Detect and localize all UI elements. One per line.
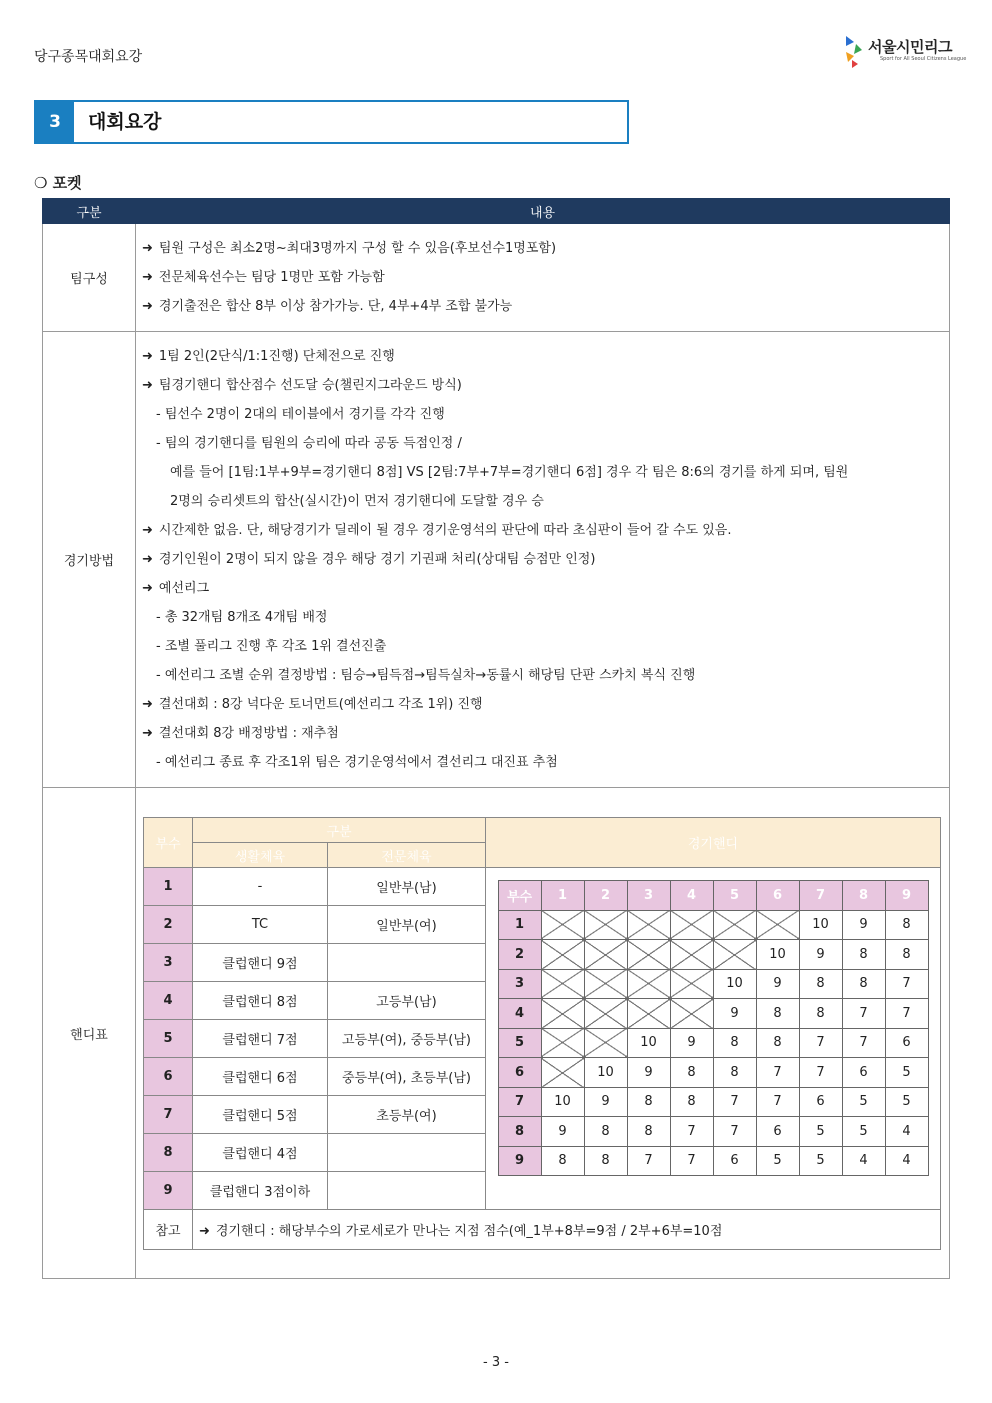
handicap-header-row — [144, 818, 941, 843]
matrix-value — [584, 999, 627, 1029]
matrix-header-cell: 9 — [885, 881, 928, 911]
matrix-row-label: 7 — [498, 1087, 541, 1117]
seoul-citizens-league-logo — [842, 34, 966, 68]
matrix-row-label: 8 — [498, 1117, 541, 1147]
matrix-value: 4 — [885, 1117, 928, 1147]
matrix-value: 10 — [713, 969, 756, 999]
matrix-value — [584, 910, 627, 940]
line-text: - 예선리그 종료 후 각조1위 팀은 경기운영석에서 결선리그 대진표 추첨 — [156, 755, 558, 770]
note-text: 경기핸디 : 해당부수의 가로세로가 만나는 지점 점수(예_1부+8부=9점 / 2부+6부=10점 — [215, 1224, 723, 1239]
matrix-value: 8 — [885, 940, 928, 970]
matrix-value — [670, 999, 713, 1029]
pro-cell: 고등부(남) — [328, 982, 486, 1020]
life-cell: 클럽핸디 5점 — [193, 1096, 328, 1134]
life-cell: - — [193, 868, 328, 906]
matrix-value: 8 — [670, 1087, 713, 1117]
note-label: 참고 — [144, 1210, 193, 1250]
line-text: - 팀의 경기핸디를 팀원의 승리에 따라 공동 득점인정 / — [156, 436, 462, 451]
matrix-header-row — [498, 881, 928, 911]
header-bu: 부수 — [144, 818, 193, 868]
matrix-value: 5 — [799, 1117, 842, 1147]
matrix-row-label: 1 — [498, 910, 541, 940]
method-line — [136, 545, 949, 574]
matrix-value: 10 — [627, 1028, 670, 1058]
matrix-row — [498, 1028, 928, 1058]
matrix-row — [498, 969, 928, 999]
matrix-value: 9 — [541, 1117, 584, 1147]
bu-cell: 6 — [144, 1058, 193, 1096]
header-pro: 전문체육 — [328, 843, 486, 868]
section-heading — [34, 100, 629, 144]
matrix-value — [541, 1028, 584, 1058]
method-content — [136, 332, 950, 788]
matrix-header-cell: 6 — [756, 881, 799, 911]
matrix-value: 8 — [627, 1087, 670, 1117]
matrix-row-label: 4 — [498, 999, 541, 1029]
matrix-value: 6 — [713, 1146, 756, 1176]
team-category: 팀구성 — [43, 224, 136, 332]
section-number: 3 — [36, 102, 74, 142]
header-game-handicap: 경기핸디 — [486, 818, 941, 868]
arrow-icon: ➜ — [199, 1224, 210, 1239]
team-line — [136, 263, 949, 292]
matrix-header-cell: 2 — [584, 881, 627, 911]
matrix-value — [541, 910, 584, 940]
matrix-value: 5 — [885, 1087, 928, 1117]
handicap-row — [144, 868, 941, 906]
matrix-row-label: 6 — [498, 1058, 541, 1088]
method-line — [136, 690, 949, 719]
bu-cell: 9 — [144, 1172, 193, 1210]
arrow-icon: ➜ — [142, 241, 153, 256]
matrix-value: 7 — [756, 1087, 799, 1117]
matrix-value: 9 — [799, 940, 842, 970]
method-line — [136, 661, 949, 690]
header-content: 내용 — [136, 199, 950, 224]
handicap-content — [136, 788, 950, 1279]
line-text: 시간제한 없음. 단, 해당경기가 딜레이 될 경우 경기운영석의 판단에 따라 초심판이 들어 갈 수도 있음. — [158, 523, 732, 538]
line-text: - 총 32개팀 8개조 4개팀 배정 — [156, 610, 328, 625]
header-category: 구분 — [43, 199, 136, 224]
matrix-value: 4 — [885, 1146, 928, 1176]
life-cell: 클럽핸디 9점 — [193, 944, 328, 982]
matrix-value: 5 — [756, 1146, 799, 1176]
life-cell: 클럽핸디 8점 — [193, 982, 328, 1020]
matrix-value: 8 — [842, 969, 885, 999]
line-text: 결선대회 : 8강 넉다운 토너먼트(예선리그 각조 1위) 진행 — [158, 697, 483, 712]
header-gubun: 구분 — [193, 818, 486, 843]
matrix-value: 7 — [885, 969, 928, 999]
matrix-header-cell: 1 — [541, 881, 584, 911]
matrix-value: 7 — [842, 999, 885, 1029]
logo-mark-icon — [842, 34, 866, 68]
matrix-value — [756, 910, 799, 940]
matrix-value: 6 — [842, 1058, 885, 1088]
arrow-icon: ➜ — [142, 270, 153, 285]
line-text: 예선리그 — [158, 581, 210, 596]
line-text: 예를 들어 [1팀:1부+9부=경기핸디 8점] VS [2팀:7부+7부=경기핸디 6점] 경우 각 팀은 8:6의 경기를 하게 되며, 팀원 — [170, 465, 849, 480]
pro-cell: 중등부(여), 초등부(남) — [328, 1058, 486, 1096]
matrix-value: 8 — [713, 1028, 756, 1058]
matrix-value: 5 — [842, 1087, 885, 1117]
bu-cell: 2 — [144, 906, 193, 944]
pro-cell — [328, 1172, 486, 1210]
matrix-value — [541, 999, 584, 1029]
matrix-row — [498, 999, 928, 1029]
matrix-value — [713, 910, 756, 940]
matrix-value: 5 — [799, 1146, 842, 1176]
matrix-value: 4 — [842, 1146, 885, 1176]
method-line — [136, 603, 949, 632]
matrix-value — [670, 969, 713, 999]
matrix-value: 7 — [670, 1117, 713, 1147]
matrix-value: 7 — [713, 1117, 756, 1147]
bu-cell: 4 — [144, 982, 193, 1020]
bu-cell: 1 — [144, 868, 193, 906]
matrix-header-cell: 4 — [670, 881, 713, 911]
life-cell: TC — [193, 906, 328, 944]
matrix-value: 6 — [799, 1087, 842, 1117]
method-category: 경기방법 — [43, 332, 136, 788]
matrix-value — [541, 969, 584, 999]
matrix-value — [627, 910, 670, 940]
matrix-value: 9 — [756, 969, 799, 999]
matrix-value: 10 — [799, 910, 842, 940]
matrix-value: 5 — [885, 1058, 928, 1088]
matrix-header-cell: 7 — [799, 881, 842, 911]
bu-cell: 3 — [144, 944, 193, 982]
pro-cell — [328, 944, 486, 982]
line-text: 전문체육선수는 팀당 1명만 포함 가능함 — [158, 270, 385, 285]
handicap-matrix — [498, 880, 929, 1176]
pro-cell: 일반부(남) — [328, 868, 486, 906]
team-row — [43, 224, 950, 332]
matrix-value — [713, 940, 756, 970]
matrix-value: 8 — [885, 910, 928, 940]
line-text: 팀원 구성은 최소2명~최대3명까지 구성 할 수 있음(후보선수1명포함) — [158, 241, 557, 256]
note-content — [193, 1210, 941, 1250]
subsection-title: ❍ 포켓 — [34, 174, 82, 192]
matrix-value — [541, 1058, 584, 1088]
rules-table — [42, 198, 950, 1279]
line-text: - 조별 풀리그 진행 후 각조 1위 결선진출 — [156, 639, 387, 654]
method-row — [43, 332, 950, 788]
matrix-value: 10 — [756, 940, 799, 970]
bu-cell: 8 — [144, 1134, 193, 1172]
method-line — [136, 632, 949, 661]
method-line — [136, 371, 949, 400]
matrix-value: 7 — [842, 1028, 885, 1058]
life-cell: 클럽핸디 6점 — [193, 1058, 328, 1096]
page-number: - 3 - — [483, 1355, 509, 1370]
method-line — [136, 400, 949, 429]
matrix-value: 7 — [756, 1058, 799, 1088]
matrix-value — [541, 940, 584, 970]
matrix-value: 6 — [756, 1117, 799, 1147]
matrix-value: 7 — [799, 1028, 842, 1058]
matrix-row — [498, 1058, 928, 1088]
matrix-value: 9 — [584, 1087, 627, 1117]
matrix-row-label: 5 — [498, 1028, 541, 1058]
matrix-row-label: 2 — [498, 940, 541, 970]
matrix-value: 7 — [799, 1058, 842, 1088]
matrix-cell — [486, 868, 941, 1210]
handicap-category: 핸디표 — [43, 788, 136, 1279]
arrow-icon: ➜ — [142, 581, 153, 596]
team-content — [136, 224, 950, 332]
matrix-row — [498, 1087, 928, 1117]
method-line — [136, 748, 949, 777]
matrix-value: 8 — [541, 1146, 584, 1176]
matrix-value: 9 — [713, 999, 756, 1029]
matrix-value — [627, 999, 670, 1029]
matrix-row — [498, 910, 928, 940]
matrix-header-cell: 부수 — [498, 881, 541, 911]
method-line — [136, 458, 949, 487]
matrix-value: 8 — [799, 969, 842, 999]
method-line — [136, 429, 949, 458]
matrix-value: 8 — [799, 999, 842, 1029]
method-line — [136, 516, 949, 545]
matrix-row-label: 9 — [498, 1146, 541, 1176]
line-text: - 예선리그 조별 순위 결정방법 : 팀승→팀득점→팀득실차→동률시 해당팀 단판 스카치 복식 진행 — [156, 668, 696, 683]
line-text: 결선대회 8강 배정방법 : 재추첨 — [158, 726, 339, 741]
matrix-header-cell: 8 — [842, 881, 885, 911]
matrix-value: 7 — [627, 1146, 670, 1176]
section-title: 대회요강 — [88, 111, 162, 133]
method-line — [136, 342, 949, 371]
matrix-row — [498, 1117, 928, 1147]
method-line — [136, 487, 949, 516]
matrix-value: 8 — [842, 940, 885, 970]
life-cell: 클럽핸디 7점 — [193, 1020, 328, 1058]
team-line — [136, 292, 949, 321]
arrow-icon: ➜ — [142, 349, 153, 364]
matrix-value: 10 — [541, 1087, 584, 1117]
pro-cell — [328, 1134, 486, 1172]
matrix-value: 8 — [756, 999, 799, 1029]
matrix-value — [584, 1028, 627, 1058]
arrow-icon: ➜ — [142, 378, 153, 393]
arrow-icon: ➜ — [142, 726, 153, 741]
matrix-value — [627, 969, 670, 999]
logo-subtitle: Sport for All Seoul Citizens League — [880, 56, 967, 62]
rules-table-header — [43, 199, 950, 224]
life-cell: 클럽핸디 3점이하 — [193, 1172, 328, 1210]
matrix-value: 9 — [842, 910, 885, 940]
matrix-value: 8 — [584, 1146, 627, 1176]
matrix-value: 7 — [885, 999, 928, 1029]
line-text: 2명의 승리셋트의 합산(실시간)이 먼저 경기핸디에 도달할 경우 승 — [170, 494, 544, 509]
matrix-value: 9 — [627, 1058, 670, 1088]
pro-cell: 일반부(여) — [328, 906, 486, 944]
matrix-value: 7 — [713, 1087, 756, 1117]
matrix-value: 5 — [842, 1117, 885, 1147]
matrix-value — [670, 910, 713, 940]
matrix-value: 7 — [670, 1146, 713, 1176]
logo-text: 서울시민리그 — [868, 38, 952, 56]
handicap-row — [43, 788, 950, 1279]
handicap-table — [143, 817, 941, 1250]
matrix-value: 10 — [584, 1058, 627, 1088]
matrix-row — [498, 940, 928, 970]
arrow-icon: ➜ — [142, 523, 153, 538]
document-title: 당구종목대회요강 — [34, 49, 143, 65]
bu-cell: 7 — [144, 1096, 193, 1134]
header-life: 생활체육 — [193, 843, 328, 868]
pro-cell: 고등부(여), 중등부(남) — [328, 1020, 486, 1058]
bu-cell: 5 — [144, 1020, 193, 1058]
arrow-icon: ➜ — [142, 299, 153, 314]
pro-cell: 초등부(여) — [328, 1096, 486, 1134]
method-line — [136, 574, 949, 603]
team-line — [136, 234, 949, 263]
line-text: 팀경기핸디 합산점수 선도달 승(챌린지그라운드 방식) — [158, 378, 462, 393]
life-cell: 클럽핸디 4점 — [193, 1134, 328, 1172]
matrix-value — [584, 940, 627, 970]
matrix-value — [584, 969, 627, 999]
matrix-value: 9 — [670, 1028, 713, 1058]
line-text: - 팀선수 2명이 2대의 테이블에서 경기를 각각 진행 — [156, 407, 445, 422]
matrix-row-label: 3 — [498, 969, 541, 999]
line-text: 경기출전은 합산 8부 이상 참가가능. 단, 4부+4부 조합 불가능 — [158, 299, 513, 314]
matrix-header-cell: 5 — [713, 881, 756, 911]
note-row — [144, 1210, 941, 1250]
arrow-icon: ➜ — [142, 552, 153, 567]
matrix-value — [670, 940, 713, 970]
matrix-value: 8 — [713, 1058, 756, 1088]
line-text: 1팀 2인(2단식/1:1진행) 단체전으로 진행 — [158, 349, 395, 364]
matrix-row — [498, 1146, 928, 1176]
matrix-value — [627, 940, 670, 970]
matrix-value: 8 — [670, 1058, 713, 1088]
matrix-value: 8 — [627, 1117, 670, 1147]
matrix-value: 8 — [584, 1117, 627, 1147]
method-line — [136, 719, 949, 748]
matrix-value: 8 — [756, 1028, 799, 1058]
line-text: 경기인원이 2명이 되지 않을 경우 해당 경기 기권패 처리(상대팀 승점만 인정) — [158, 552, 596, 567]
matrix-value: 6 — [885, 1028, 928, 1058]
matrix-header-cell: 3 — [627, 881, 670, 911]
arrow-icon: ➜ — [142, 697, 153, 712]
